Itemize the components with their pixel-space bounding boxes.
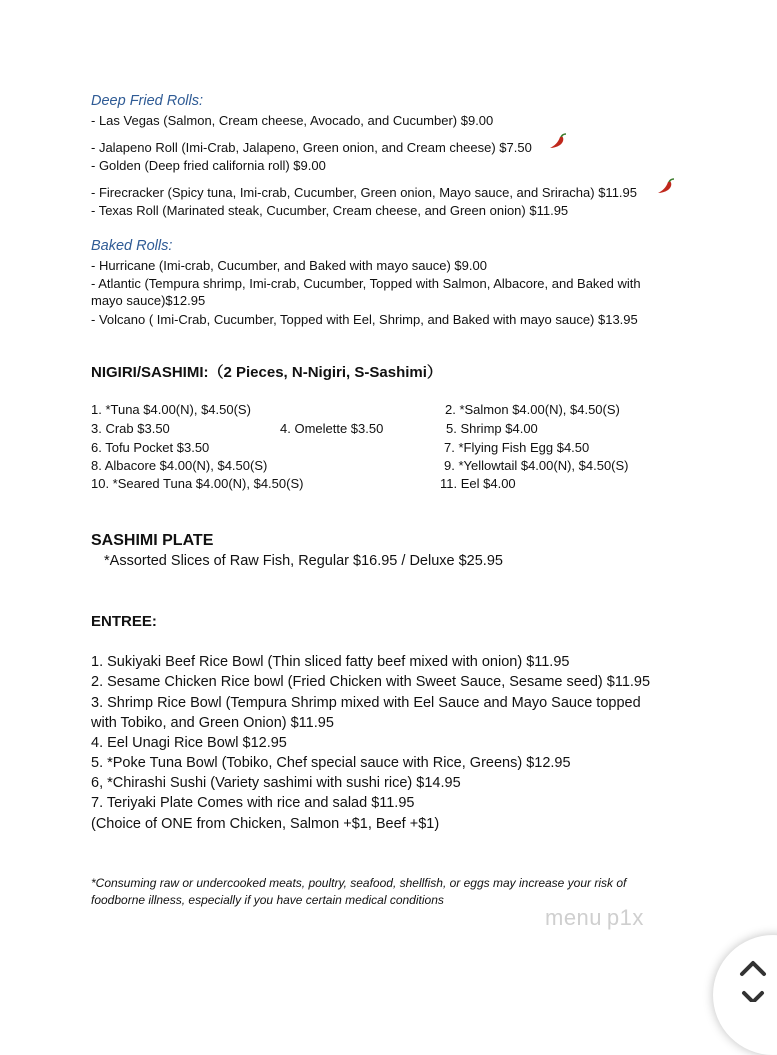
nigiri-item-yellowtail: 9. *Yellowtail $4.00(N), $4.50(S) (444, 458, 629, 473)
chili-pepper-icon (656, 178, 676, 196)
nigiri-sashimi-heading: NIGIRI/SASHIMI:（2 Pieces, N-Nigiri, S-Sashimi） (91, 364, 442, 381)
nigiri-item-flying-fish-egg: 7. *Flying Fish Egg $4.50 (444, 440, 590, 455)
menu-item-hurricane: - Hurricane (Imi-crab, Cucumber, and Baked with mayo sauce) $9.00 (91, 258, 487, 273)
menu-item-atlantic: - Atlantic (Tempura shrimp, Imi-crab, Cucumber, Topped with Salmon, Albacore, and Baked with (91, 276, 641, 291)
entree-item-eel-unagi: 4. Eel Unagi Rice Bowl $12.95 (91, 735, 287, 751)
nigiri-item-salmon: 2. *Salmon $4.00(N), $4.50(S) (445, 402, 620, 417)
menupix-watermark: menu p1x (545, 905, 644, 930)
nigiri-item-seared-tuna: 10. *Seared Tuna $4.00(N), $4.50(S) (91, 476, 304, 491)
sashimi-plate-heading: SASHIMI PLATE (91, 532, 214, 549)
entree-item-sesame-chicken: 2. Sesame Chicken Rice bowl (Fried Chicken with Sweet Sauce, Sesame seed) $11.95 (91, 674, 651, 690)
entree-heading: ENTREE: (91, 613, 157, 630)
nigiri-item-tuna: 1. *Tuna $4.00(N), $4.50(S) (91, 402, 251, 417)
sashimi-plate-description: *Assorted Slices of Raw Fish, Regular $16.95 / Deluxe $25.95 (104, 553, 503, 569)
entree-item-poke-tuna: 5. *Poke Tuna Bowl (Tobiko, Chef special sauce with Rice, Greens) $12.95 (91, 755, 571, 771)
entree-item-chirashi: 6, *Chirashi Sushi (Variety sashimi with sushi rice) $14.95 (91, 775, 461, 791)
nigiri-item-tofu-pocket: 6. Tofu Pocket $3.50 (91, 440, 210, 455)
menu-item-atlantic-cont: mayo sauce)$12.95 (91, 293, 206, 308)
scroll-nav-button[interactable] (713, 935, 777, 1055)
nigiri-item-albacore: 8. Albacore $4.00(N), $4.50(S) (91, 458, 268, 473)
deep-fried-rolls-title: Deep Fried Rolls: (91, 93, 204, 109)
nigiri-item-eel: 11. Eel $4.00 (440, 476, 516, 491)
menu-item-texas-roll: - Texas Roll (Marinated steak, Cucumber, Cream cheese, and Green onion) $11.95 (91, 203, 569, 218)
disclaimer: *Consuming raw or undercooked meats, poultry, seafood, shellfish, or eggs may increase your risk of foodborne illness, especially if you have certain medical conditions (91, 876, 627, 907)
close-icon[interactable] (741, 990, 765, 1002)
baked-rolls-title: Baked Rolls: (91, 238, 173, 254)
chili-pepper-icon (548, 133, 568, 151)
menu-item-firecracker: - Firecracker (Spicy tuna, Imi-crab, Cucumber, Green onion, Mayo sauce, and Sriracha) $11.95 (91, 185, 637, 200)
chevron-up-icon[interactable] (739, 959, 767, 977)
menu-item-las-vegas: - Las Vegas (Salmon, Cream cheese, Avocado, and Cucumber) $9.00 (91, 113, 494, 128)
entree-item-shrimp-rice-bowl: 3. Shrimp Rice Bowl (Tempura Shrimp mixed with Eel Sauce and Mayo Sauce topped (91, 695, 641, 711)
entree-item-sukiyaki: 1. Sukiyaki Beef Rice Bowl (Thin sliced fatty beef mixed with onion) $11.95 (91, 654, 570, 670)
menu-item-golden: - Golden (Deep fried california roll) $9.00 (91, 158, 326, 173)
menu-item-jalapeno-roll: - Jalapeno Roll (Imi-Crab, Jalapeno, Green onion, and Cream cheese) $7.50 (91, 140, 532, 155)
nigiri-item-omelette: 4. Omelette $3.50 (280, 421, 384, 436)
entree-item-shrimp-rice-bowl-cont: with Tobiko, and Green Onion) $11.95 (91, 715, 334, 731)
menu-item-volcano: - Volcano ( Imi-Crab, Cucumber, Topped with Eel, Shrimp, and Baked with mayo sauce) $13.95 (91, 312, 638, 327)
nigiri-item-shrimp: 5. Shrimp $4.00 (446, 421, 538, 436)
nigiri-item-crab: 3. Crab $3.50 (91, 421, 170, 436)
entree-item-teriyaki: 7. Teriyaki Plate Comes with rice and salad $11.95 (91, 795, 415, 811)
entree-item-teriyaki-choice: (Choice of ONE from Chicken, Salmon +$1, Beef +$1) (91, 816, 440, 832)
